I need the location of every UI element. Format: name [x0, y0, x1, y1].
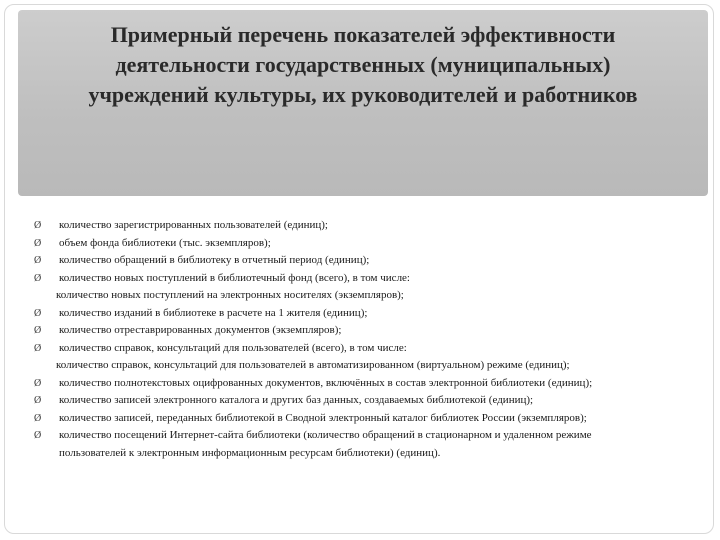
arrow-bullet-icon: Ø — [34, 342, 42, 354]
arrow-bullet-icon: Ø — [34, 325, 42, 336]
list-subitem-text: количество справок, консультаций для пользователей в автоматизированном (виртуальном) режиме (единиц); — [56, 359, 570, 371]
arrow-bullet-icon: Ø — [34, 395, 42, 406]
list-subitem-text: количество новых поступлений на электронных носителях (экземпляров); — [56, 289, 404, 301]
list-item-text: количество зарегистрированных пользователей (единиц); — [59, 219, 328, 231]
arrow-bullet-icon: Ø — [34, 430, 42, 441]
indicator-list — [34, 217, 702, 462]
list-item — [34, 235, 702, 253]
list-item-text-wrapped — [59, 427, 702, 462]
arrow-bullet-icon: Ø — [34, 412, 42, 424]
list-item — [34, 217, 702, 235]
list-item-text: количество справок, консультаций для пользователей (всего), в том числе: — [59, 341, 407, 354]
list-item — [34, 252, 702, 270]
list-item — [34, 375, 702, 393]
arrow-bullet-icon: Ø — [34, 377, 42, 389]
list-item-text: количество изданий в библиотеке в расчете на 1 жителя (единиц); — [59, 306, 368, 319]
list-item — [34, 410, 702, 428]
list-item — [34, 305, 702, 323]
title-area — [18, 10, 708, 196]
arrow-bullet-icon: Ø — [34, 237, 42, 249]
list-item-text: количество обращений в библиотеку в отчетный период (единиц); — [59, 254, 370, 266]
list-item — [34, 322, 702, 340]
list-item-text: количество новых поступлений в библиотечный фонд (всего), в том числе: — [59, 271, 410, 284]
arrow-bullet-icon: Ø — [34, 307, 42, 319]
list-item-text-continuation: пользователей к электронным информационным ресурсам библиотеки) (единиц). — [59, 446, 441, 459]
arrow-bullet-icon: Ø — [34, 255, 42, 266]
list-item-text: количество записей электронного каталога и других баз данных, создаваемых библиотекой (единиц); — [59, 394, 534, 406]
list-item — [34, 392, 702, 410]
list-item-text: количество полнотекстовых оцифрованных документов, включённых в состав электронной библиотеки (единиц); — [59, 376, 593, 389]
arrow-bullet-icon: Ø — [34, 220, 42, 231]
list-item-text: количество посещений Интернет-сайта библиотеки (количество обращений в стационарном и удаленном режиме — [59, 429, 592, 441]
slide-title: Примерный перечень показателей эффективности деятельности государственных (муниципальных) учреждений культуры, их руководителей и работников — [88, 22, 638, 107]
list-item — [34, 270, 702, 288]
list-item-text: объем фонда библиотеки (тыс. экземпляров); — [59, 236, 271, 249]
list-item-text: количество отреставрированных документов (экземпляров); — [59, 324, 342, 336]
list-item — [34, 340, 702, 358]
arrow-bullet-icon: Ø — [34, 272, 42, 284]
list-item — [34, 427, 702, 462]
list-item-text: количество записей, переданных библиотекой в Сводной электронный каталог библиотек России (экземпляров); — [59, 411, 587, 424]
